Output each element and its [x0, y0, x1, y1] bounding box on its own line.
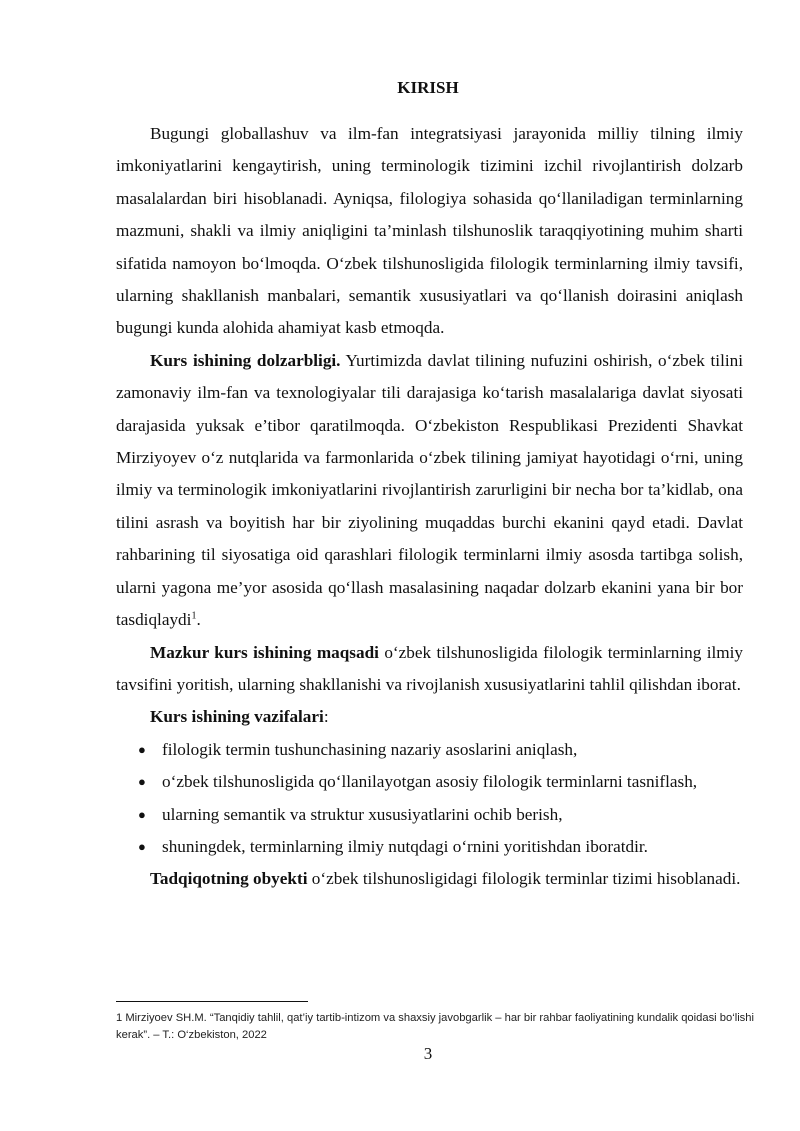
bullet-icon: ●: [138, 838, 146, 854]
page-number: 3: [423, 1044, 433, 1063]
tasks-list: [116, 734, 743, 864]
tasks-heading: [116, 701, 743, 733]
footnote-divider: [116, 1001, 308, 1002]
tasks-label: Kurs ishining vazifalari: [150, 707, 324, 727]
list-item: [116, 766, 743, 798]
tasks-colon: :: [323, 707, 329, 727]
intro-paragraph: Bugungi globallashuv va ilm-fan integratsiyasi jarayonida milliy tilning ilmiy imkoniyatlarini kengaytirish, uning terminologik tizimini izchil rivojlantirish dolzarb masalalardan biri hisoblanadi. Ayniqsa, filologiya sohasida qo‘llaniladigan terminlarning mazmuni, shakli va ilmiy aniqligini ta’minlash tilshunoslik taraqqiyotining muhim sharti sifatida namoyon bo‘lmoqda. O‘zbek tilshunosligida filologik terminlarning ilmiy tavsifi, ularning shakllanish manbalari, semantik xususiyatlari va qo‘llanish doirasini aniqlash bugungi kunda alohida ahamiyat kasb etmoqda.: [116, 124, 743, 338]
relevance-text: Yurtimizda davlat tilining nufuzini oshirish, o‘zbek tilini zamonaviy ilm-fan va texnologiyalar tili darajasiga ko‘tarish masalalariga davlat siyosati darajasida yuksak e’tibor qaratilmoqda. O‘zbekiston Respublikasi Prezidenti Shavkat Mirziyoyev o‘z nutqlarida va farmonlarida o‘zbek tilining jamiyat hayotidagi o‘rni, uning ilmiy va terminologik imkoniyatlarini rivojlantirish zarurligini bir necha bor ta’kidlab, ona tilini asrash va boyitish har bir ziyolining muqaddas burchi ekanini qayd etadi. Davlat rahbarining til siyosatiga oid qarashlari filologik terminlarni ilmiy asosda tartibga solish, ularni yagona me’yor asosida qo‘llash masalasining naqadar dolzarb ekanini yana bir bor tasdiqlaydi: [116, 350, 743, 630]
list-item: [116, 831, 743, 863]
aim-paragraph: [116, 637, 743, 702]
aim-label: Mazkur kurs ishining maqsadi: [150, 642, 379, 662]
footnote: [116, 1010, 756, 1044]
object-paragraph: [116, 863, 743, 895]
relevance-label: Kurs ishining dolzarbligi.: [150, 350, 341, 370]
list-item: [116, 734, 743, 766]
relevance-end: .: [196, 610, 201, 630]
relevance-paragraph: [116, 345, 743, 637]
list-item-text: shuningdek, terminlarning ilmiy nutqdagi o‘rnini yoritishdan iboratdir.: [162, 836, 648, 856]
list-item: [116, 799, 743, 831]
bullet-icon: ●: [138, 741, 146, 757]
footnote-reference[interactable]: 1: [191, 610, 197, 622]
object-text: o‘zbek tilshunosligidagi filologik terminlar tizimi hisoblanadi.: [307, 869, 741, 889]
object-label: Tadqiqotning obyekti: [150, 869, 308, 889]
list-item-text: o‘zbek tilshunosligida qo‘llanilayotgan asosiy filologik terminlarni tasniflash,: [162, 772, 698, 792]
body-text: [116, 118, 743, 896]
footnote-text: Mirziyoev SH.M. “Tanqidiy tahlil, qat’iy tartib-intizom va shaxsiy javobgarlik – har bir rahbar faoliyatining kundalik qoidasi bo‘lishi kerak”. – T.: O‘zbekiston, 2022: [116, 1012, 754, 1041]
footnote-number: 1: [116, 1012, 123, 1024]
list-item-text: filologik termin tushunchasining nazariy asoslarini aniqlash,: [162, 739, 578, 759]
bullet-icon: ●: [138, 806, 146, 822]
aim-text: o‘zbek tilshunosligida filologik terminlarning ilmiy tavsifini yoritish, ularning shakllanishi va rivojlanish xususiyatlarini tahlil qilishdan iborat.: [116, 642, 743, 694]
list-item-text: ularning semantik va struktur xususiyatlarini ochib berish,: [162, 804, 563, 824]
bullet-icon: ●: [138, 774, 146, 790]
section-heading: KIRISH: [397, 78, 459, 97]
